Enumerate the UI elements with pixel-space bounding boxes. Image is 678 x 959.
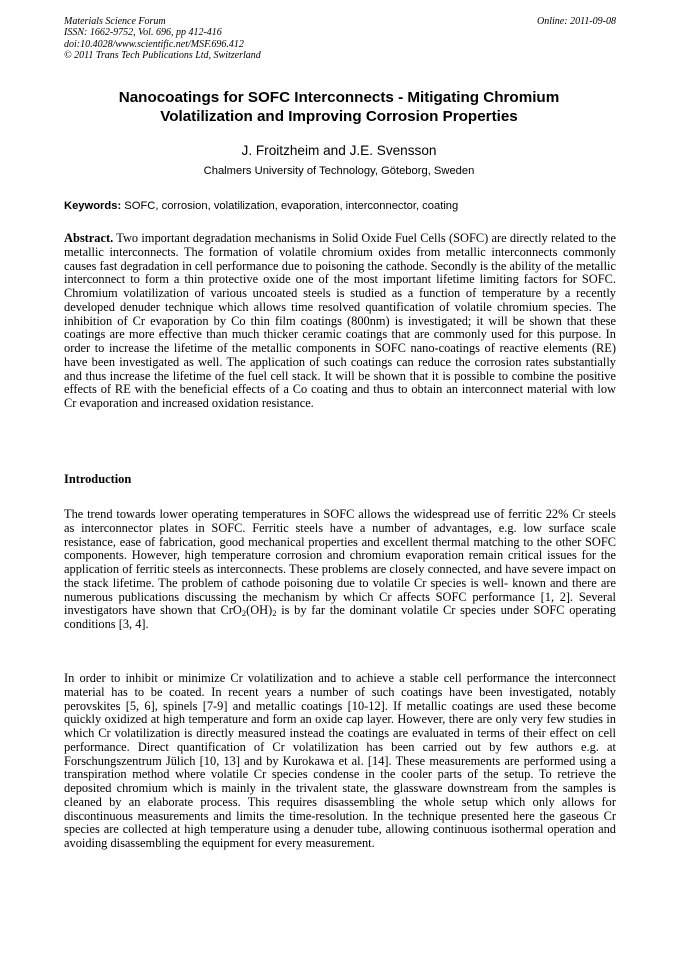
formula-sub-1: 2 <box>241 608 247 619</box>
p1-text-b: is by far the dominant volatile Cr species under SOFC operating conditions [3, 4]. <box>64 603 616 631</box>
keywords <box>64 200 616 213</box>
online-date: Online: 2011-09-08 <box>537 16 616 27</box>
title-line-2: Volatilization and Improving Corrosion Properties <box>160 108 518 125</box>
keywords-label: Keywords: <box>64 200 122 212</box>
formula-oh: (OH) <box>246 603 273 618</box>
copyright-line: © 2011 Trans Tech Publications Ltd, Switzerland <box>64 49 261 61</box>
title-line-1: Nanocoatings for SOFC Interconnects - Mitigating Chromium <box>118 89 560 106</box>
journal-name: Materials Science Forum <box>64 16 166 27</box>
authors: J. Froitzheim and J.E. Svensson <box>241 143 437 158</box>
intro-paragraph-2: In order to inhibit or minimize Cr volatilization and to achieve a stable cell performance the interconnect material has to be coated. In recent years a number of such coatings have been investigated, notably perovskites [5, 6], spinels [7-9] and metallic coatings [10-12]. If metallic coatings are used these become quickly oxidized at high temperature and form an oxide cap layer. However, there are only very few studies in which Cr volatilization is directly measured instead the coatings are evaluated in terms of their effect on cell performance. Direct quantification of Cr volatilization has been carried out by few authors e.g. at Forschungszentrum Jülich [10, 13] and by Kurokawa et al. [14]. These measurements are performed using a transpiration method where volatile Cr species condense in the cooler parts of the setup. To retrieve the deposited chromium which is mainly in the trivalent state, the glassware downstream from the samples is cleaned by an elaborate process. This requires disassembling the whole setup which only allows for discontinuous measurements and limits the time-resolution. In the technique presented here the gaseous Cr species are collected at high temperature using a denuder tube, allowing continuous isothermal operation and avoiding disassembling the equipment for every measurement. <box>64 671 616 850</box>
keywords-text: SOFC, corrosion, volatilization, evaporation, interconnector, coating <box>121 200 459 212</box>
journal-header <box>64 16 616 61</box>
intro-paragraph-1 <box>64 508 616 632</box>
abstract-label: Abstract. <box>64 231 114 245</box>
doi-line: doi:10.4028/www.scientific.net/MSF.696.412 <box>64 38 244 50</box>
abstract-text: Two important degradation mechanisms in Solid Oxide Fuel Cells (SOFC) are directly related to the metallic interconnects. The formation of volatile chromium oxides from metallic interconnects commonly causes fast degradation in cell performance due to poisoning the cathode. Secondly is the ability of the metallic interconnect to form a thin protective oxide one of the most important lifetime limiting factors for SOFC. Chromium volatilization of various uncoated steels is studied as a function of temperature by a recently developed denuder technique which allows time resolved quantification of volatile chromium species. The inhibition of Cr evaporation by Co thin film coatings (800nm) is investigated; it will be shown that these coatings are more effective than much thicker ceramic coatings that are commonly used for this purpose. In order to increase the lifetime of the metallic components in SOFC nano-coatings of reactive elements (RE) have been investigated as well. The application of such coatings can reduce the corrosion rates substantially and thus increase the lifetime of the fuel cell stack. It will be shown that it is possible to combine the positive effects of RE with the beneficial effects of a Co coating and thus to obtain an interconnect material with low Cr evaporation and increased oxidation resistance. <box>64 231 616 410</box>
issn-line: ISSN: 1662-9752, Vol. 696, pp 412-416 <box>64 27 222 39</box>
formula-cro2: CrO <box>220 603 242 618</box>
p1-text-a: The trend towards lower operating temperatures in SOFC allows the widespread use of ferritic 22% Cr steels as interconnector plates in SOFC. Ferritic steels have a number of advantages, e.g. low surface scale resistance, ease of fabrication, good mechanical properties and excellent thermal matching to the other SOFC components. However, high temperature corrosion and chromium evaporation remain critical issues for the application of ferritic steels as interconnects. These problems are closely connected, and have severe impact on the stack lifetime. The problem of cathode poisoning due to volatile Cr species is well- known and there are numerous publications discussing the mechanism by which Cr affects SOFC performance [1, 2]. Several investigators have shown that <box>64 507 616 618</box>
affiliation: Chalmers University of Technology, Göteborg, Sweden <box>203 165 475 177</box>
formula-sub-2: 2 <box>272 608 277 619</box>
paper-title <box>64 88 614 126</box>
abstract <box>64 232 616 411</box>
introduction-heading: Introduction <box>64 472 132 486</box>
